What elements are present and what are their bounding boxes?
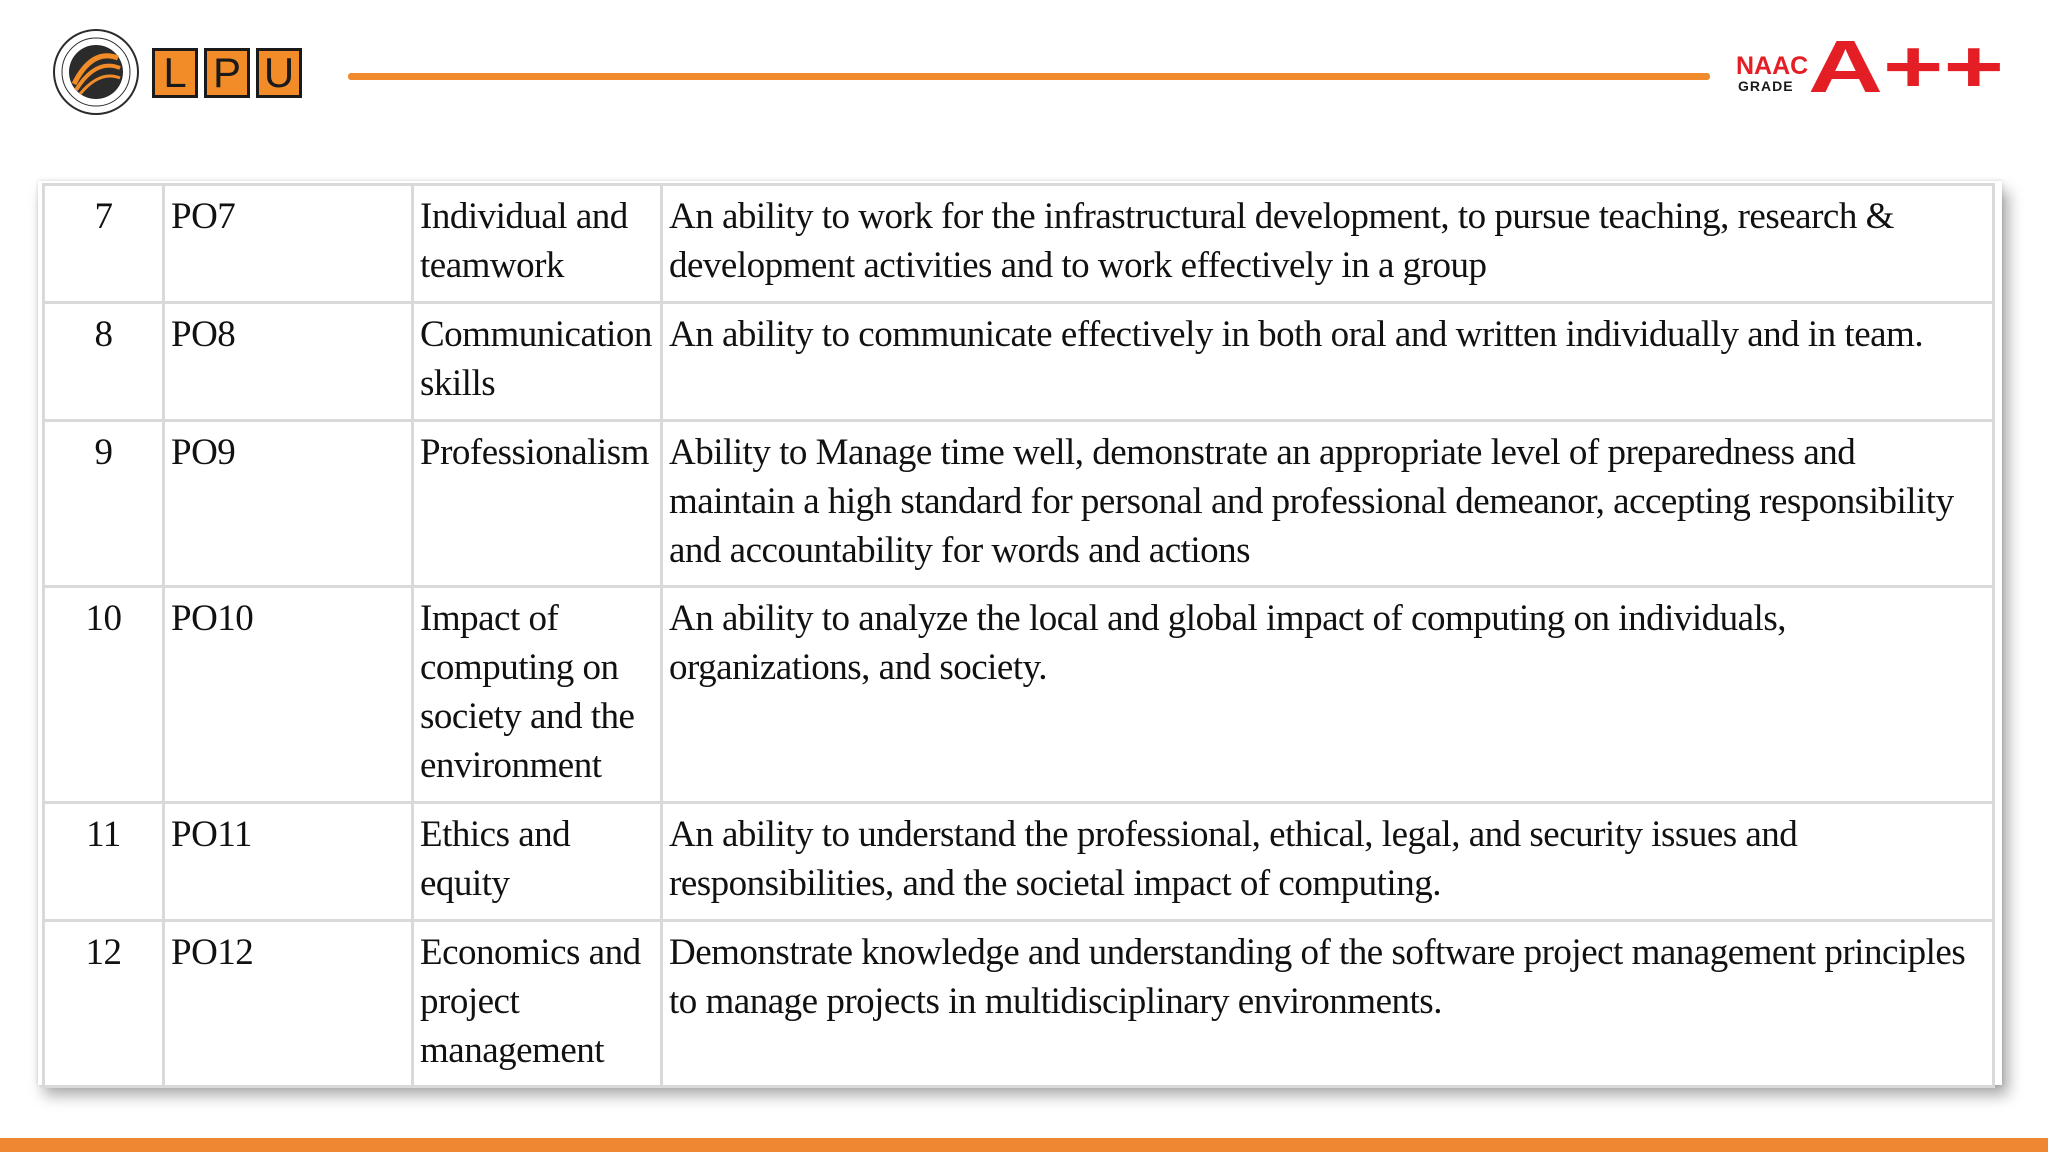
grade-value-mark <box>1808 28 2008 108</box>
outcome-code-cell: PO10 <box>164 587 413 803</box>
table-row <box>44 421 1994 587</box>
outcome-code-cell: PO7 <box>164 185 413 303</box>
serial-number-cell: 12 <box>44 921 164 1087</box>
footer-accent-bar <box>0 1138 2048 1152</box>
outcome-title-cell: Impact of computing on society and the environment <box>413 587 662 803</box>
serial-number-cell: 10 <box>44 587 164 803</box>
brand-letter: P <box>204 48 250 98</box>
table-row <box>44 587 1994 803</box>
serial-number-cell: 8 <box>44 303 164 421</box>
outcome-description-cell: Demonstrate knowledge and understanding of the software project management principles to manage projects in multidisciplinary environments. <box>662 921 1994 1087</box>
naac-label: NAAC <box>1736 52 1809 80</box>
outcome-title-cell: Communication skills <box>413 303 662 421</box>
table-row <box>44 921 1994 1087</box>
lpu-wordmark <box>152 48 302 98</box>
lpu-seal-icon <box>52 28 140 116</box>
header-divider <box>348 73 1710 80</box>
outcome-title-cell: Professionalism <box>413 421 662 587</box>
serial-number-cell: 7 <box>44 185 164 303</box>
table-row <box>44 185 1994 303</box>
outcome-code-cell: PO12 <box>164 921 413 1087</box>
outcome-description-cell: An ability to understand the professional, ethical, legal, and security issues and responsibilities, and the societal impact of computing. <box>662 803 1994 921</box>
outcome-code-cell: PO11 <box>164 803 413 921</box>
brand-letter: U <box>256 48 302 98</box>
outcome-title-cell: Individual and teamwork <box>413 185 662 303</box>
serial-number-cell: 9 <box>44 421 164 587</box>
outcome-title-cell: Economics and project management <box>413 921 662 1087</box>
grade-label: GRADE <box>1738 78 1794 94</box>
grade-value: A++ <box>1808 28 2004 108</box>
outcome-description-cell: An ability to analyze the local and global impact of computing on individuals, organizations, and society. <box>662 587 1994 803</box>
outcome-description-cell: An ability to communicate effectively in both oral and written individually and in team. <box>662 303 1994 421</box>
outcome-code-cell: PO9 <box>164 421 413 587</box>
program-outcomes-table-card <box>38 181 2002 1085</box>
outcome-description-cell: Ability to Manage time well, demonstrate an appropriate level of preparedness and maintain a high standard for personal and professional demeanor, accepting responsibility and accountability for words and actions <box>662 421 1994 587</box>
outcome-code-cell: PO8 <box>164 303 413 421</box>
outcome-title-cell: Ethics and equity <box>413 803 662 921</box>
table-row <box>44 303 1994 421</box>
serial-number-cell: 11 <box>44 803 164 921</box>
naac-grade-badge <box>1736 28 2006 108</box>
program-outcomes-table <box>42 183 1995 1088</box>
table-row <box>44 803 1994 921</box>
outcome-description-cell: An ability to work for the infrastructural development, to pursue teaching, research & development activities and to work effectively in a group <box>662 185 1994 303</box>
brand-letter: L <box>152 48 198 98</box>
